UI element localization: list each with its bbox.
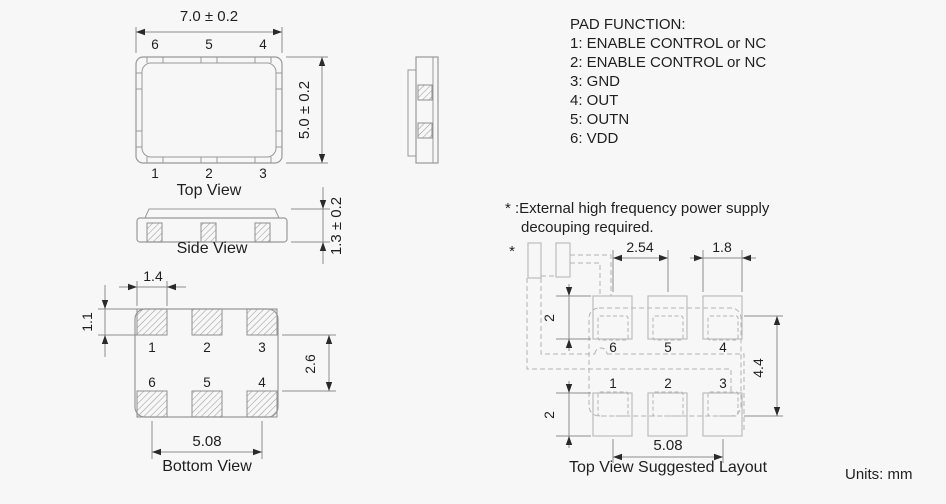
- side-view-pad-left: [147, 223, 162, 242]
- side-view-lid: [145, 209, 279, 218]
- pad-function-title: PAD FUNCTION:: [570, 16, 686, 33]
- layout-title: Top View Suggested Layout: [568, 459, 768, 476]
- layout-pkg-pad-4: [708, 316, 738, 340]
- note-line-1: * :External high frequency power supply: [505, 200, 770, 217]
- top-view-package-inner: [142, 63, 276, 157]
- end-view: [408, 57, 438, 163]
- end-view-body: [416, 57, 438, 163]
- bottom-view-row-gap-dim: 2.6: [302, 354, 318, 374]
- layout-land-pad-4: [703, 296, 742, 339]
- bottom-view-label-6: 6: [148, 375, 156, 390]
- layout-land-pad-1: [593, 393, 632, 436]
- top-view-pad-4: 4: [259, 37, 267, 52]
- top-view-pad-5: 5: [205, 37, 213, 52]
- bottom-view-pad-2: [192, 309, 222, 335]
- top-view-package-outline: [136, 57, 282, 163]
- layout-land-pad-6: [593, 296, 632, 339]
- bottom-view-pad-width-dim: 1.4: [143, 268, 163, 284]
- bottom-view-span-dim: 5.08: [192, 433, 222, 450]
- pad-function-item-1: 1: ENABLE CONTROL or NC: [570, 35, 767, 52]
- layout-vdd-trace: [570, 255, 611, 296]
- layout-label-2: 2: [664, 376, 672, 391]
- end-view-lid: [408, 70, 416, 156]
- side-view-height-dim: 1.3 ± 0.2: [328, 196, 345, 256]
- pad-function-item-4: 4: OUT: [570, 92, 619, 109]
- bottom-view-label-5: 5: [203, 375, 211, 390]
- layout-pkg-pad-1: [598, 392, 628, 416]
- pad-function-item-5: 5: OUTN: [570, 111, 630, 128]
- end-view-pad-lower: [418, 123, 432, 138]
- layout-label-3: 3: [719, 376, 727, 391]
- layout-capacitor-2: [556, 243, 570, 277]
- top-view-width-dim: 7.0 ± 0.2: [179, 8, 239, 25]
- layout-pad-width-dim: 1.8: [712, 239, 732, 255]
- layout-pad-height-bottom-dim: 2: [541, 411, 557, 419]
- pad-function-item-6: 6: VDD: [570, 130, 619, 147]
- layout-pad-height-top-dim-lines: [556, 284, 591, 351]
- bottom-view-pad-3: [247, 309, 277, 335]
- bottom-view-pad-6: [137, 391, 167, 417]
- layout-gnd-trace: [527, 278, 744, 432]
- layout-label-1: 1: [609, 376, 617, 391]
- layout-pad-width-dim-lines: [690, 250, 756, 292]
- bottom-view-label-1: 1: [148, 340, 156, 355]
- bottom-view-pad-1: [137, 309, 167, 335]
- top-view-pad-6: 6: [151, 37, 159, 52]
- layout-capacitor-1: [528, 243, 541, 278]
- suggested-layout: [509, 239, 783, 476]
- bottom-view-title: Bottom View: [162, 458, 252, 475]
- layout-pkg-pad-2: [653, 392, 683, 416]
- bottom-view-pad-4: [247, 391, 277, 417]
- layout-label-4: 4: [719, 340, 727, 355]
- pad-function-list: [570, 16, 766, 147]
- top-view-height-dim: 5.0 ± 0.2: [296, 80, 313, 140]
- top-view-title: Top View: [176, 182, 242, 199]
- side-view-title: Side View: [176, 240, 248, 257]
- decoupling-note: [505, 200, 770, 236]
- layout-label-5: 5: [664, 340, 672, 355]
- layout-asterisk: *: [509, 243, 515, 260]
- top-view-pad-2: 2: [205, 166, 213, 181]
- layout-pitch-dim: 2.54: [626, 239, 654, 255]
- layout-land-pad-2: [648, 393, 687, 436]
- bottom-view-label-2: 2: [203, 340, 211, 355]
- layout-pkg-pad-3: [708, 392, 738, 416]
- layout-pkg-pad-5: [653, 316, 683, 340]
- layout-pkg-pad-6: [598, 316, 628, 340]
- bottom-view-label-4: 4: [258, 375, 266, 390]
- top-view-pad-ticks: [136, 57, 282, 163]
- top-view-pad-3: 3: [259, 166, 267, 181]
- bottom-view: [79, 268, 336, 475]
- layout-pad-height-top-dim: 2: [541, 314, 557, 322]
- layout-pad-height-bottom-dim-lines: [556, 381, 591, 448]
- note-line-2: decouping required.: [521, 219, 654, 236]
- layout-land-pad-3: [703, 393, 742, 436]
- pad-function-item-3: 3: GND: [570, 73, 621, 90]
- pad-function-item-2: 2: ENABLE CONTROL or NC: [570, 54, 767, 71]
- layout-land-pad-5: [648, 296, 687, 339]
- side-view-pad-right: [255, 223, 270, 242]
- bottom-view-pad-5: [192, 391, 222, 417]
- bottom-view-pad-height-dim: 1.1: [79, 312, 95, 332]
- bottom-view-label-3: 3: [258, 340, 266, 355]
- end-view-pad-upper: [418, 85, 432, 100]
- layout-label-6: 6: [609, 340, 617, 355]
- layout-row-span-dim: 4.4: [750, 358, 766, 378]
- layout-package-outline-dashed: [589, 308, 741, 416]
- units-label: Units: mm: [845, 466, 913, 483]
- top-view-pad-1: 1: [151, 166, 159, 181]
- top-view: [136, 8, 328, 199]
- layout-span-dim: 5.08: [653, 437, 683, 454]
- side-view-height-dim-lines: [291, 187, 330, 264]
